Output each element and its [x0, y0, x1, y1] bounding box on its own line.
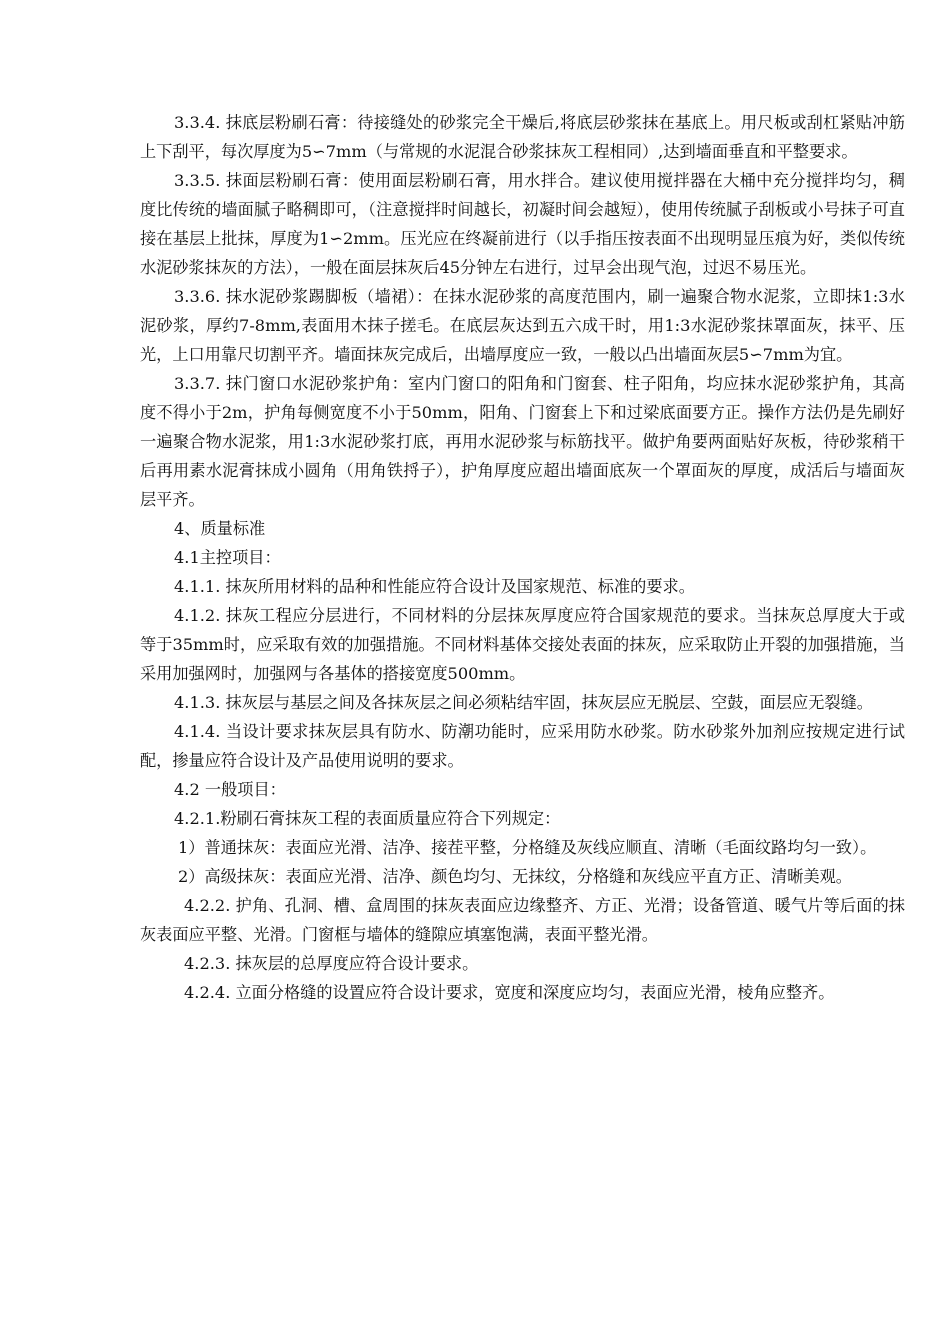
paragraph-4-1-3: 4.1.3. 抹灰层与基层之间及各抹灰层之间必须粘结牢固，抹灰层应无脱层、空鼓，面层应无裂缝。	[174, 693, 873, 712]
paragraph-4-1-1: 4.1.1. 抹灰所用材料的品种和性能应符合设计及国家规范、标准的要求。	[174, 577, 695, 596]
paragraph-3-3-4: 3.3.4. 抹底层粉刷石膏：待接缝处的砂浆完全干燥后,将底层砂浆抹在基底上。用尺板或刮杠紧贴冲筋上下刮平，每次厚度为5∽7mm（与常规的水泥混合砂浆抹灰工程相同）,达到墙面垂直和平整要求。	[140, 113, 905, 161]
list-item-advanced-plaster: 2）高级抹灰：表面应光滑、洁净、颜色均匀、无抹纹，分格缝和灰线应平直方正、清晰美观。	[178, 867, 852, 886]
paragraph-3-3-7: 3.3.7. 抹门窗口水泥砂浆护角：室内门窗口的阳角和门窗套、柱子阳角，均应抹水泥砂浆护角，其高度不得小于2m，护角每侧宽度不小于50mm，阳角、门窗套上下和过梁底面要方正。操作方法仍是先刷好一遍聚合物水泥浆，用1:3水泥砂浆打底，再用水泥砂浆与标筋找平。做护角要两面贴好灰板，待砂浆稍干后再用素水泥膏抹成小圆角（用角铁捋子），护角厚度应超出墙面底灰一个罩面灰的厚度，成活后与墙面灰层平齐。	[140, 374, 905, 509]
paragraph-3-3-5: 3.3.5. 抹面层粉刷石膏：使用面层粉刷石膏，用水拌合。建议使用搅拌器在大桶中充分搅拌均匀，稠度比传统的墙面腻子略稠即可，（注意搅拌时间越长，初凝时间会越短），使用传统腻子刮板或小号抹子可直接在基层上批抹，厚度为1∽2mm。压光应在终凝前进行（以手指压按表面不出现明显压痕为好，类似传统水泥砂浆抹灰的方法），一般在面层抹灰后45分钟左右进行，过早会出现气泡，过迟不易压光。	[140, 171, 905, 277]
paragraph-4-2-3: 4.2.3. 抹灰层的总厚度应符合设计要求。	[184, 954, 479, 973]
paragraph-4-2-4: 4.2.4. 立面分格缝的设置应符合设计要求，宽度和深度应均匀，表面应光滑，棱角应整齐。	[184, 983, 835, 1002]
paragraph-4-2-1: 4.2.1.粉刷石膏抹灰工程的表面质量应符合下列规定：	[174, 809, 561, 828]
paragraph-4-1-4: 4.1.4. 当设计要求抹灰层具有防水、防潮功能时，应采用防水砂浆。防水砂浆外加剂应按规定进行试配，掺量应符合设计及产品使用说明的要求。	[140, 722, 905, 770]
paragraph-4-2-2: 4.2.2. 护角、孔洞、槽、盒周围的抹灰表面应边缘整齐、方正、光滑；设备管道、暖气片等后面的抹灰表面应平整、光滑。门窗框与墙体的缝隙应填塞饱满，表面平整光滑。	[140, 896, 905, 944]
paragraph-3-3-6: 3.3.6. 抹水泥砂浆踢脚板（墙裙）：在抹水泥砂浆的高度范围内，刷一遍聚合物水泥浆，立即抹1:3水泥砂浆，厚约7-8mm,表面用木抹子搓毛。在底层灰达到五六成干时，用1:3水泥砂浆抹罩面灰，抹平、压光，上口用靠尺切割平齐。墙面抹灰完成后，出墙厚度应一致，一般以凸出墙面灰层5∽7mm为宜。	[140, 287, 905, 364]
document-body	[140, 108, 905, 1007]
subsection-heading-main-control: 4.1主控项目：	[174, 548, 281, 567]
subsection-heading-general-items: 4.2 一般项目：	[174, 780, 286, 799]
list-item-ordinary-plaster: 1）普通抹灰：表面应光滑、洁净、接茬平整，分格缝及灰线应顺直、清晰（毛面纹路均匀一致）。	[178, 838, 877, 857]
paragraph-4-1-2: 4.1.2. 抹灰工程应分层进行，不同材料的分层抹灰厚度应符合国家规范的要求。当抹灰总厚度大于或等于35mm时，应采取有效的加强措施。不同材料基体交接处表面的抹灰，应采取防止开裂的加强措施，当采用加强网时，加强网与各基体的搭接宽度500mm。	[140, 606, 905, 683]
section-heading-quality-standard: 4、质量标准	[174, 519, 266, 538]
